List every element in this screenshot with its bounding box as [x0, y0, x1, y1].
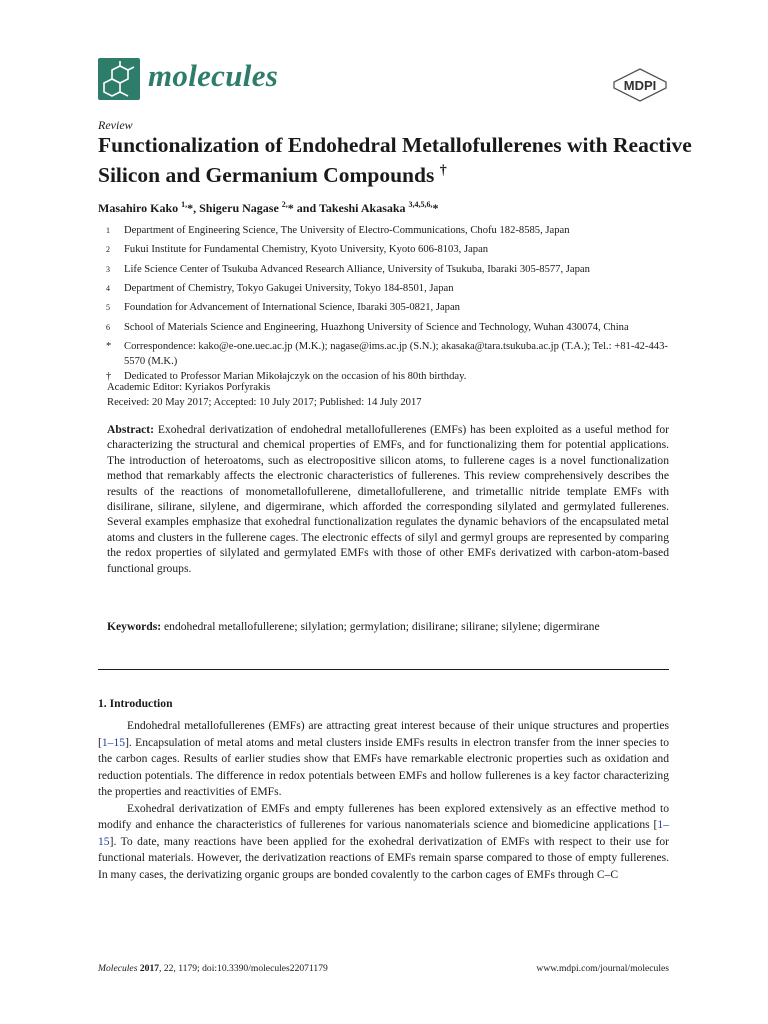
publisher-name: MDPI — [623, 78, 657, 93]
dedication-item: † Dedicated to Professor Marian Mikołajczyk on the occasion of his 80th birthday. — [106, 370, 467, 382]
footer-citation: Molecules 2017, 22, 1179; doi:10.3390/molecules22071179 — [98, 963, 328, 974]
author-affiliation-mark: 2, — [281, 200, 288, 209]
abstract-label: Abstract: — [107, 423, 155, 436]
journal-name: molecules — [148, 58, 279, 93]
affiliations — [98, 224, 673, 384]
abstract-text: Exohedral derivatization of endohedral metallofullerenes (EMFs) has been exploited as a useful method for characterizing the structural and chemical properties of EMFs, and for functionalizing them for potential applications. The introduction of heteroatoms, such as electropositive silicon atoms, to fullerene cages is a novel functionalization method that remarkably affects the electronic characteristics of fullerenes. This review comprehensively describes the results of the reactions of monometallofullerene, dimetallofullerene, and trimetallic nitride template EMFs with disilirane, silirane, silylene, and digermirane, which afforded the corresponding silylated and germylated fullerenes. Several examples emphasize that exohedral functionalization regulates the dynamic behaviors of the encapsulated metal atoms and clusters in the fullerene cages. The electronic effects of silyl and germyl groups are represented by comparing the redox properties of silylated and germylated EMFs with those of other EMFs derivatized with carbon-atom-based functional groups. — [107, 423, 669, 575]
author-name: Shigeru Nagase — [199, 201, 279, 215]
affiliation-item: $^5$ Foundation for Advancement of International Science, Ibaraki 305-0821, Japan — [106, 302, 460, 314]
keywords-text: endohedral metallofullerene; silylation; germylation; disilirane; silirane; silylene; digermirane — [164, 620, 600, 633]
author-name: Takeshi Akasaka — [318, 201, 406, 215]
citation-link[interactable]: 1–15 — [98, 818, 669, 848]
publisher-logo-icon — [612, 68, 668, 102]
corresponding-mark: * — [187, 201, 194, 215]
paragraph: Exohedral derivatization of EMFs and empty fullerenes has been explored extensively as an effective method to modify and enhance the characteristics of fullerenes for various nanomaterials science and biomedicine applications [1–15]. To date, many reactions have been applied for the exohedral derivatization of EMFs with respect to their use for functional materials. However, the derivatization reactions of EMFs remain sparse compared to those of empty fullerenes. In many cases, the derivatizing organic groups are bonded covalently to the carbon cages of EMFs through C–C — [98, 801, 669, 881]
title-text: Functionalization of Endohedral Metallofullerenes with Reactive Silicon and Germanium Compounds — [98, 133, 692, 188]
corresponding-mark: * — [432, 201, 439, 215]
keywords-label: Keywords: — [107, 620, 162, 633]
article-title — [98, 133, 698, 188]
divider — [98, 669, 669, 670]
correspondence-item: * Correspondence: kako@e-one.uec.ac.jp (M.K.); nagase@ims.ac.jp (S.N.); akasaka@tara.tsukuba.ac.jp (T.A.); Tel.: +81-42-443-5570 (M.K.) — [106, 340, 668, 367]
author-name: Masahiro Kako — [98, 201, 179, 215]
paragraph: Endohedral metallofullerenes (EMFs) are attracting great interest because of their unique structures and properties [1–15]. Encapsulation of metal atoms and metal clusters inside EMFs results in electron transfer from the inner species to the carbon cages. Results of earlier studies show that EMFs have remarkable electronic properties such as oxidation and reduction potentials. The difference in redox potentials between EMFs and hollow fullerenes is a key factor characterizing the properties and reactivities of EMFs. — [98, 719, 669, 798]
section-body — [98, 718, 669, 883]
corresponding-mark: * — [287, 201, 294, 215]
abstract — [107, 422, 669, 576]
author-affiliation-mark: 1, — [181, 200, 188, 209]
affiliation-item: $^4$ Department of Chemistry, Tokyo Gakugei University, Tokyo 184-8501, Japan — [106, 282, 454, 294]
title-footnote-mark: † — [439, 163, 447, 178]
affiliation-item: $^6$ School of Materials Science and Engineering, Huazhong University of Science and Technology, Wuhan 430074, China — [106, 321, 629, 333]
affiliation-item: $^3$ Life Science Center of Tsukuba Advanced Research Alliance, University of Tsukuba, Ibaraki 305-8577, Japan — [106, 263, 590, 275]
keywords — [107, 619, 669, 634]
section-heading: 1. Introduction — [98, 697, 173, 710]
affiliation-item: $^2$ Fukui Institute for Fundamental Chemistry, Kyoto University, Kyoto 606-8103, Japan — [106, 244, 489, 256]
footer-url[interactable]: www.mdpi.com/journal/molecules — [536, 963, 669, 974]
article-dates: Received: 20 May 2017; Accepted: 10 July 2017; Published: 14 July 2017 — [107, 397, 422, 408]
article-meta — [107, 380, 422, 410]
affiliation-item: $^1$ Department of Engineering Science, The University of Electro-Communications, Chofu 182-8585, Japan — [106, 225, 570, 236]
academic-editor: Academic Editor: Kyriakos Porfyrakis — [107, 382, 271, 393]
author-list: Masahiro Kako $^{1,}$*, Shigeru Nagase $^{2,}$* and Takeshi Akasaka $^{3,4,5,6,}$* — [98, 200, 439, 215]
citation-link[interactable]: 1–15 — [101, 735, 126, 749]
article-type: Review — [98, 118, 133, 132]
journal-logo-icon — [98, 58, 140, 100]
author-affiliation-mark: 3,4,5,6, — [408, 200, 433, 209]
